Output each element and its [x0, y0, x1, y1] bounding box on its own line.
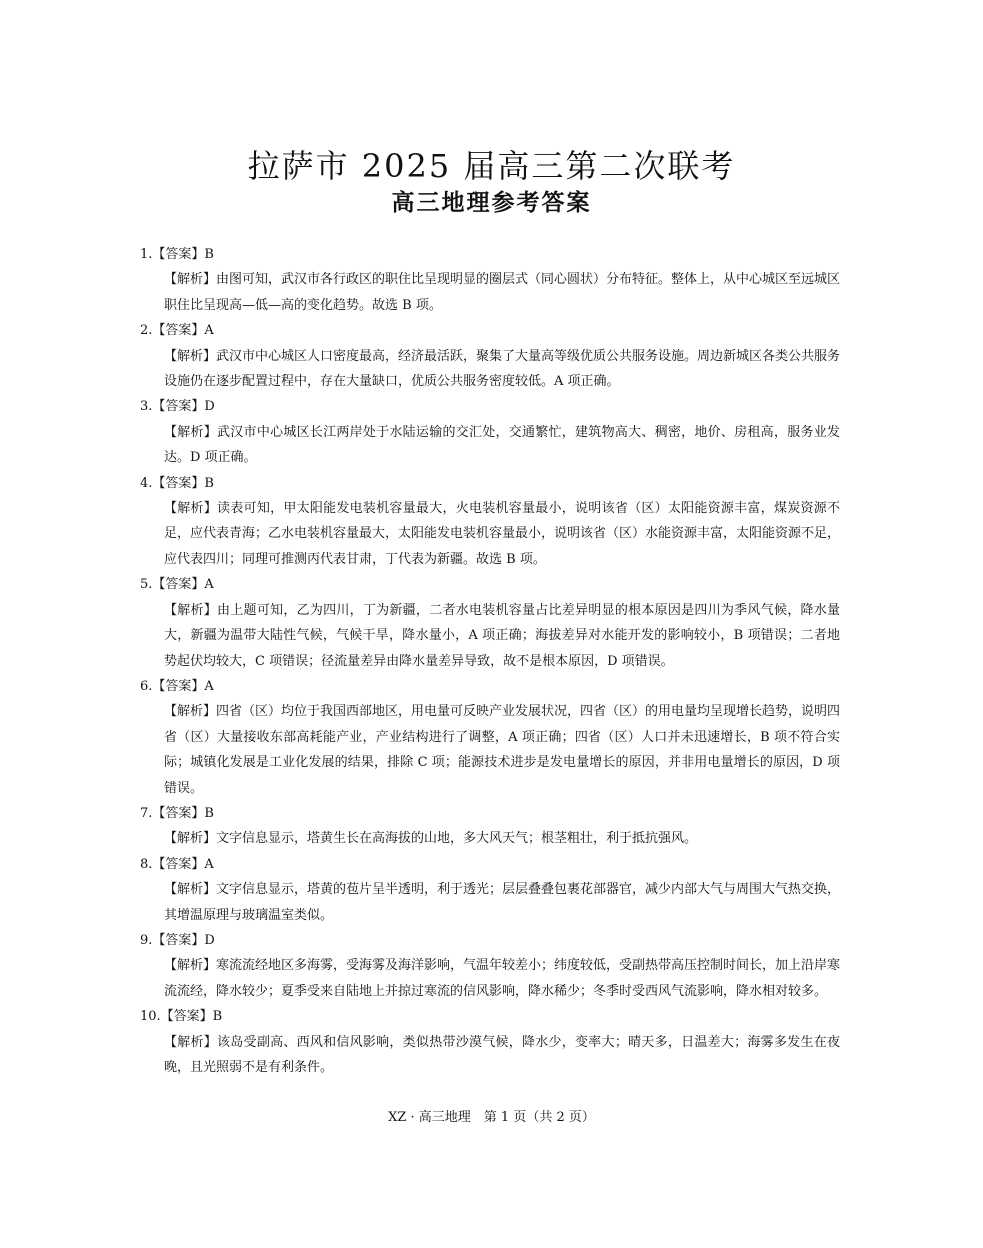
explanation-text: 【解析】文字信息显示，塔黄生长在高海拔的山地，多大风天气；根茎粗壮，利于抵抗强风。: [164, 831, 698, 847]
answer-label: 1.【答案】B: [140, 247, 214, 262]
answer-label: 4.【答案】B: [140, 475, 214, 491]
answer-item: [140, 801, 840, 852]
answer-label: 8.【答案】A: [140, 856, 214, 872]
answer-label: 7.【答案】B: [140, 805, 214, 821]
answer-item: [140, 572, 840, 674]
answer-item: [140, 852, 840, 928]
page-title: 拉萨市 2025 届高三第二次联考: [247, 147, 736, 185]
answer-label: 5.【答案】A: [140, 577, 214, 593]
answer-label: 10.【答案】B: [140, 1009, 223, 1025]
answer-list: [140, 242, 840, 1080]
explanation-text: 【解析】武汉市中心城区长江两岸处于水陆运输的交汇处，交通繁忙，建筑物高大、稠密，地价、房租高，服务业发达。D 项正确。: [164, 424, 840, 466]
answer-label: 3.【答案】D: [140, 399, 215, 415]
explanation-text: 【解析】武汉市中心城区人口密度最高，经济最活跃，聚集了大量高等级优质公共服务设施。周边新城区各类公共服务设施仍在逐步配置过程中，存在大量缺口，优质公共服务密度较低。A 项正确。: [164, 348, 841, 390]
answer-item: [140, 318, 840, 394]
answer-item: [140, 471, 840, 573]
explanation-text: 【解析】寒流流经地区多海雾，受海雾及海洋影响，气温年较差小；纬度较低，受副热带高压控制时间长，加上沿岸寒流流经，降水较少；夏季受来自陆地上并掠过寒流的信风影响，降水稀少；冬季时受西风气流影响，降水相对较多。: [164, 958, 841, 999]
answer-label: 9.【答案】D: [140, 932, 215, 948]
explanation-text: 【解析】由上题可知，乙为四川，丁为新疆，二者水电装机容量占比差异明显的根本原因是四川为季风气候，降水量大，新疆为温带大陆性气候，气候干旱，降水量小，A 项正确；海拔差异对水能开发的影响较小，B 项错误；二者地势起伏均较大，C 项错误；径流量差异由降水量差异导致，故不是根本原因，D 项错误。: [164, 602, 840, 669]
answer-item: [140, 242, 840, 318]
answer-item: [140, 1004, 840, 1080]
page-footer: XZ · 高三地理 第 1 页（共 2 页）: [388, 1110, 595, 1125]
explanation-text: 【解析】读表可知，甲太阳能发电装机容量最大，火电装机容量最小，说明该省（区）太阳能资源丰富，煤炭资源不足，应代表青海；乙水电装机容量最大，太阳能发电装机容量最小，说明该省（区）水能资源丰富，太阳能资源不足，应代表四川；同理可推测丙代表甘肃，丁代表为新疆。故选 B 项。: [164, 501, 841, 567]
page-subtitle: 高三地理参考答案: [391, 190, 592, 216]
explanation-text: 【解析】由图可知，武汉市各行政区的职住比呈现明显的圈层式（同心圆状）分布特征。整体上，从中心城区至远城区职住比呈现高—低—高的变化趋势。故选 B 项。: [164, 272, 841, 313]
answer-item: [140, 674, 840, 801]
answer-label: 2.【答案】A: [140, 323, 214, 339]
explanation-text: 【解析】该岛受副高、西风和信风影响，类似热带沙漠气候，降水少，变率大；晴天多，日温差大；海雾多发生在夜晚，且光照弱不是有利条件。: [164, 1034, 840, 1075]
answer-item: [140, 394, 840, 470]
explanation-text: 【解析】四省（区）均位于我国西部地区，用电量可反映产业发展状况，四省（区）的用电量均呈现增长趋势，说明四省（区）大量接收东部高耗能产业，产业结构进行了调整，A 项正确；四省（区）人口并未迅速增长，B 项不符合实际；城镇化发展是工业化发展的结果，排除 C 项；能源技术进步是发电量增长的原因，并非用电量增长的原因，D 项错误。: [164, 704, 841, 796]
explanation-text: 【解析】文字信息显示，塔黄的苞片呈半透明，利于透光；层层叠叠包裹花部器官，减少内部大气与周围大气热交换，其增温原理与玻璃温室类似。: [164, 882, 841, 923]
answer-label: 6.【答案】A: [140, 678, 214, 694]
answer-item: [140, 928, 840, 1004]
